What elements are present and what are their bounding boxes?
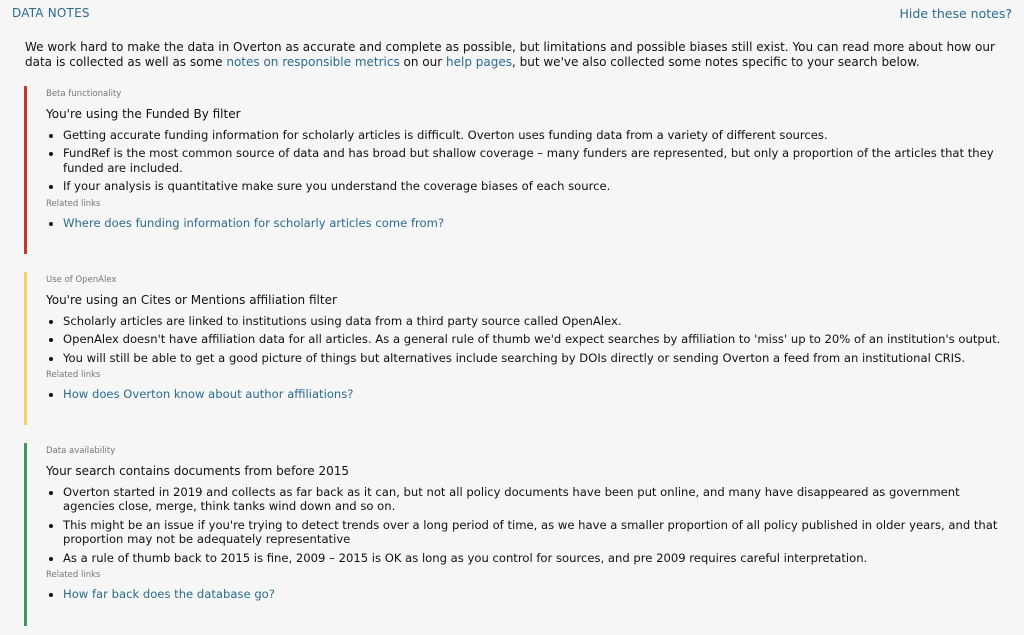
related-link[interactable]: How far back does the database go?: [63, 587, 275, 602]
note-funded-by: [24, 86, 1014, 254]
note-bullets: [46, 485, 1014, 565]
note-data-availability: [24, 443, 1014, 626]
related-links: [46, 587, 1014, 601]
note-bullet: • You will still be able to get a good picture of things but alternatives include searching by DOIs directly or sending Overton a feed from an institutional CRIS.: [63, 351, 1014, 365]
related-links-label: Related links: [46, 198, 101, 209]
note-kicker: Data availability: [46, 446, 116, 456]
related-link-item: [63, 587, 1014, 601]
note-heading: You're using the Funded By filter: [46, 107, 241, 121]
note-bullet: • OpenAlex doesn't have affiliation data for all articles. As a general rule of thumb we'd expect searches by affiliation to 'miss' up to 20% of an institution's output.: [63, 332, 1014, 346]
note-bullet: • Overton started in 2019 and collects as far back as it can, but not all policy documents have been put online, and many have disappeared as government agencies close, merge, think tanks wind down and so on.: [63, 485, 1014, 514]
note-bullet: • Scholarly articles are linked to institutions using data from a third party source called OpenAlex.: [63, 314, 1014, 328]
related-link-item: [63, 387, 1014, 401]
related-links-label: Related links: [46, 570, 101, 581]
intro-paragraph: [25, 40, 1010, 70]
related-link[interactable]: How does Overton know about author affiliations?: [63, 387, 354, 402]
note-bullet: • If your analysis is quantitative make sure you understand the coverage biases of each source.: [63, 179, 1014, 193]
note-kicker: Beta functionality: [46, 89, 122, 99]
intro-text-1: We work hard to make the data in Overton as accurate and complete as possible, but limitations and possible biases still exist. You can read more about how our data is collected as well as some: [25, 40, 995, 69]
note-bullet: • FundRef is the most common source of data and has broad but shallow coverage – many funders are represented, but only a proportion of the articles that they funded are included.: [63, 146, 1014, 175]
note-bullet: • This might be an issue if you're trying to detect trends over a long period of time, as we have a smaller proportion of all policy published in older years, and that proportion may not be adequately representative: [63, 518, 1014, 547]
related-links: [46, 387, 1014, 401]
help-pages-link[interactable]: help pages: [446, 55, 512, 69]
note-bullet: • As a rule of thumb back to 2015 is fine, 2009 – 2015 is OK as long as you control for sources, and pre 2009 requires careful interpretation.: [63, 551, 1014, 565]
intro-text-2: on our: [399, 55, 447, 69]
related-link[interactable]: Where does funding information for scholarly articles come from?: [63, 215, 445, 230]
data-notes-title: DATA NOTES: [12, 6, 90, 20]
note-openalex: [24, 272, 1014, 425]
responsible-metrics-link[interactable]: notes on responsible metrics: [226, 55, 400, 69]
note-bullets: [46, 128, 1014, 194]
note-bullets: [46, 314, 1014, 365]
related-links-label: Related links: [46, 370, 101, 381]
note-bullet: • Getting accurate funding information for scholarly articles is difficult. Overton uses funding data from a variety of different sources.: [63, 128, 1014, 142]
related-links: [46, 216, 1014, 230]
note-heading: Your search contains documents from before 2015: [46, 464, 350, 478]
data-notes-header: [0, 0, 1024, 26]
intro-text-3: , but we've also collected some notes specific to your search below.: [512, 55, 920, 69]
note-heading: You're using an Cites or Mentions affiliation filter: [46, 293, 337, 307]
related-link-item: [63, 216, 1014, 230]
hide-notes-link[interactable]: Hide these notes?: [899, 6, 1012, 21]
note-kicker: Use of OpenAlex: [46, 275, 117, 285]
